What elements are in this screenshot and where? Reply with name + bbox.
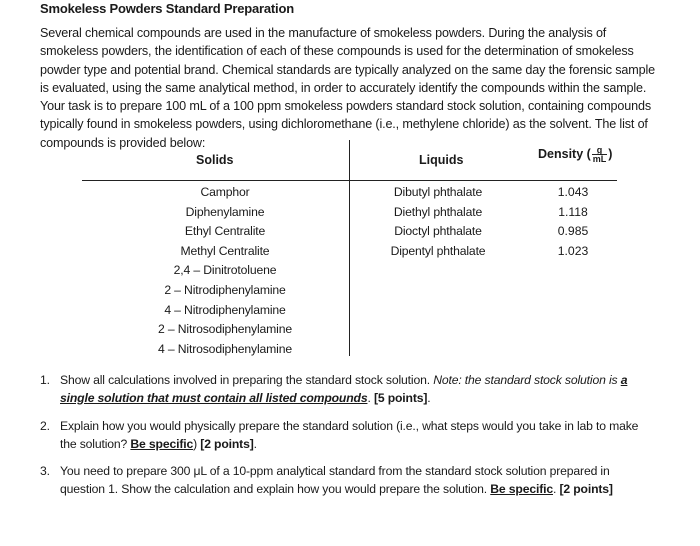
question-end: . [253, 436, 257, 451]
solid-item: 4 – Nitrosodiphenylamine [158, 341, 292, 356]
solid-item: Methyl Centralite [180, 243, 270, 258]
density-unit-denominator: mL [592, 154, 607, 164]
question-body: Explain how you would physically prepare the standard solution (i.e., what steps would you take in lab to make the solution? [60, 419, 639, 451]
solid-item: 4 – Nitrodiphenylamine [164, 302, 286, 317]
density-value: 1.118 [558, 204, 588, 219]
question-body: You need to prepare 300 μL of a 10-ppm analytical standard from the standard stock solution prepared in question 1. Show the calculation and explain how you would prepare the solution. [60, 464, 610, 496]
intro-paragraph: Several chemical compounds are used in the manufacture of smokeless powders. During the analysis of smokeless powders, the identification of each of these compounds is used for the determination of smokeless powder type and potential brand. Chemical standards are typically analyzed on the same day the forensic sample is evaluated, using the same analytical method, in order to accurately identify the compounds within the sample. Your task is to prepare 100 mL of a 100 ppm smokeless powders standard stock solution, containing compounds typically found in smokeless powders, using dichloromethane (i.e., methylene chloride) as the solvent. The list of compounds is provided below: [40, 26, 655, 150]
solid-item: 2 – Nitrodiphenylamine [164, 282, 286, 297]
liquids-header: Liquids [419, 153, 464, 167]
question-text [60, 463, 655, 498]
density-column [538, 183, 608, 261]
question-sep: . [553, 481, 560, 496]
question-number: 3. [40, 464, 50, 478]
liquid-item: Dibutyl phthalate [393, 185, 483, 199]
question-points: [2 points] [559, 481, 613, 496]
question-sep: . [367, 390, 374, 405]
question-body: Show all calculations involved in preparing the standard stock solution. [60, 373, 434, 387]
question-3 [40, 463, 655, 498]
page-title: Smokeless Powders Standard Preparation [40, 1, 294, 16]
solid-item: Diphenylamine [185, 204, 265, 219]
question-points: [5 points] [373, 390, 428, 405]
liquid-item: Diethyl phthalate [393, 204, 483, 219]
density-unit-fraction [592, 146, 608, 163]
solids-header: Solids [196, 153, 234, 167]
question-text [60, 372, 655, 407]
liquid-item: Dioctyl phthalate [394, 224, 482, 239]
question-end: . [427, 390, 431, 405]
solid-item: 2 – Nitrosodiphenylamine [158, 322, 292, 337]
question-1 [40, 372, 655, 407]
table-column-divider [349, 140, 350, 356]
question-sep: ) [193, 436, 201, 451]
solid-item: Ethyl Centralite [184, 224, 266, 239]
density-value: 0.985 [557, 224, 589, 239]
question-number: 2. [40, 419, 50, 433]
question-number: 1. [40, 373, 50, 387]
liquid-item: Dipentyl phthalate [390, 243, 486, 258]
liquids-column [368, 183, 508, 261]
solids-column [110, 183, 340, 359]
solid-item: 2,4 – Dinitrotoluene [173, 263, 277, 278]
question-text [60, 418, 655, 453]
question-points: [2 points] [200, 436, 254, 451]
question-emphasis: Be specific [490, 481, 553, 496]
question-note: Note: the standard stock solution is [433, 373, 621, 387]
density-header-label: Density ( [538, 146, 591, 161]
density-header [538, 146, 612, 163]
question-emphasis: Be specific [130, 436, 194, 451]
density-value: 1.023 [557, 243, 589, 258]
solid-item: Camphor [200, 185, 250, 199]
question-2 [40, 418, 655, 453]
question-emphasis: a single solution that must contain all listed compounds [60, 373, 628, 405]
density-value: 1.043 [557, 185, 589, 199]
density-header-close: ) [608, 146, 613, 161]
density-unit-numerator: g [592, 146, 608, 155]
